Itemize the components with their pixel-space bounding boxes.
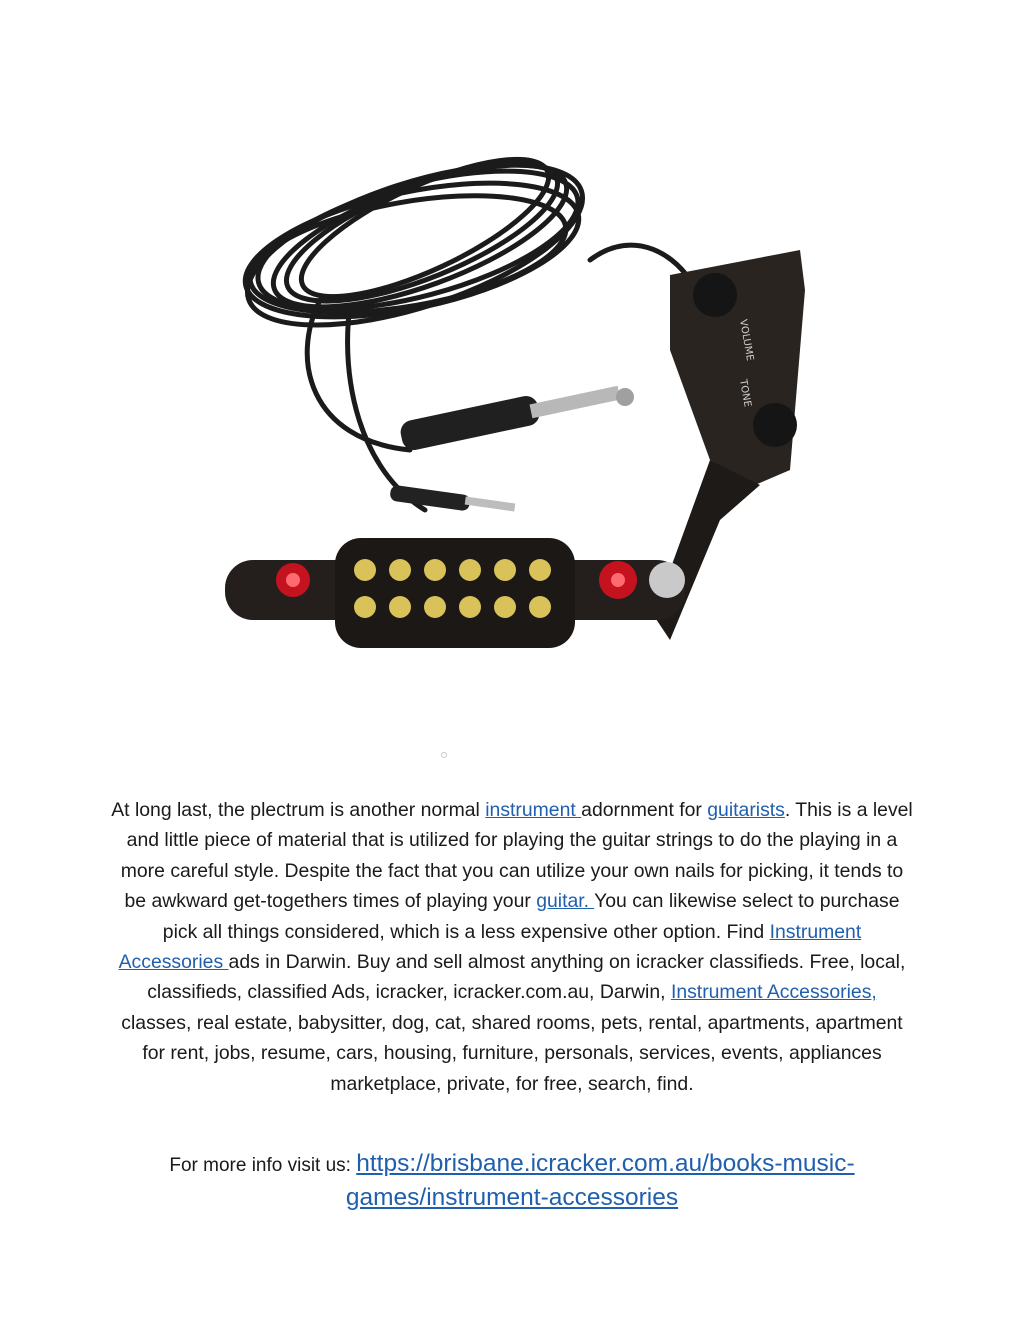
product-photo — [200, 140, 840, 700]
cable-coil — [229, 140, 690, 510]
text-segment: classes, real estate, babysitter, dog, cat, shared rooms, pets, rental, apartments, apartment for rent, jobs, resume, cars, housing, furniture, personals, services, events, appliances marketplace, private, for free, search, find. — [121, 1011, 903, 1095]
text-segment: . This is a level and little piece of material that is utilized for playing the guitar strings to do the playing in a more careful style. Despite the fact that you can utilize your own nails for picking, it tends to be awkward get-togethers times of playing your — [120, 799, 913, 913]
footer-label: For more info visit us: — [169, 1155, 351, 1176]
link-instrument[interactable]: instrument — [485, 799, 582, 821]
link-instrument-accessories[interactable]: Instrument Accessories — [118, 920, 862, 974]
small-jack-plug — [389, 485, 515, 512]
pickup-bar — [225, 538, 685, 648]
article-paragraph — [110, 795, 914, 1099]
large-jack-plug — [398, 386, 634, 452]
link-guitarists[interactable]: guitarists — [707, 799, 785, 821]
footer-url-link[interactable]: https://brisbane.icracker.com.au/books-music-games/instrument-accessories — [345, 1150, 855, 1211]
link-comma[interactable]: , — [871, 981, 877, 1004]
link-guitar[interactable]: guitar. — [536, 890, 595, 913]
footer-info — [110, 1148, 914, 1216]
text-segment: You can likewise select to purchase pick all things considered, which is a less expensive other option. Find — [162, 890, 900, 943]
link-instrument-accessories-2[interactable]: Instrument Accessories — [670, 981, 872, 1004]
decorative-dot — [441, 752, 447, 758]
text-segment: adornment for — [581, 799, 708, 821]
text-segment: ads in Darwin. Buy and sell almost anything on icracker classifieds. Free, local, classifieds, classified Ads, icracker, icracker.com.au, Darwin, — [147, 951, 906, 1004]
pickup-photo-icon — [200, 140, 840, 700]
text-segment: At long last, the plectrum is another normal — [111, 799, 486, 821]
svg-text:TONE: TONE — [737, 378, 753, 408]
svg-text:VOLUME: VOLUME — [737, 318, 756, 362]
